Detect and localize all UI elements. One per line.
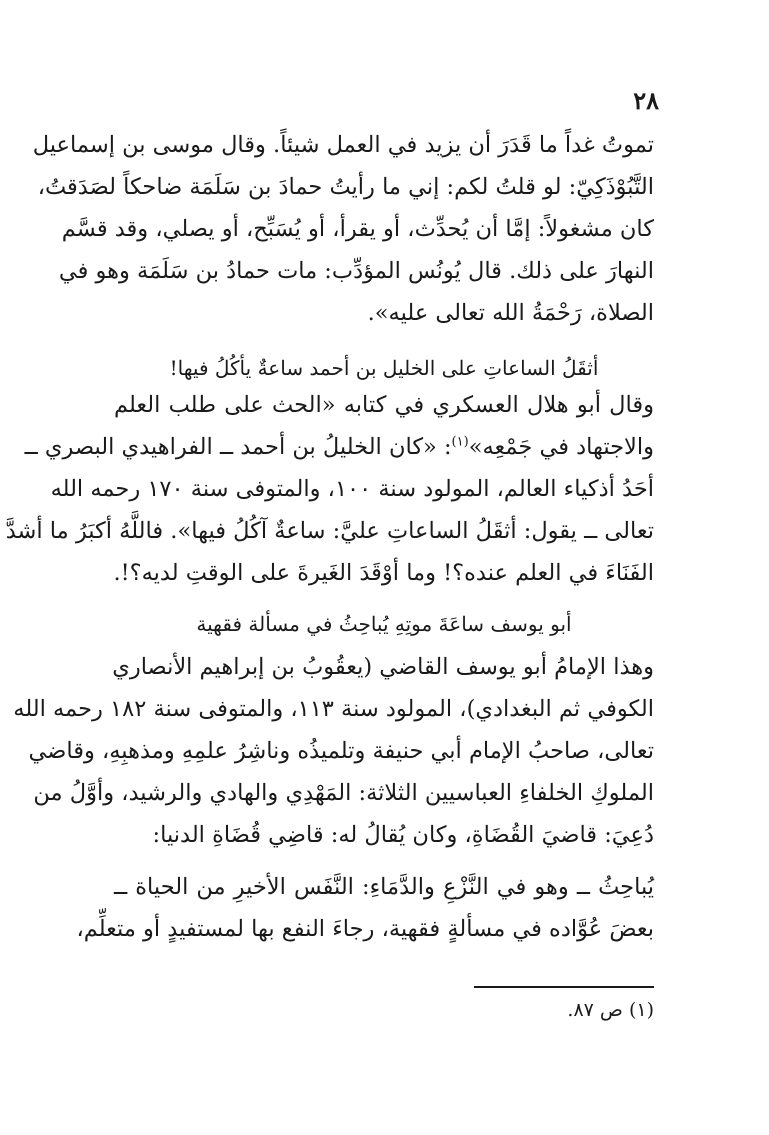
text-line: وهذا الإمامُ أبو يوسف القاضي (يعقُوبُ بن إبراهيم الأنصاري [112,654,654,680]
text-line: كان مشغولاً: إمَّا أن يُحدِّث، أو يقرأ، أو يُسَبِّح، أو يصلي، وقد قسَّم [61,216,654,242]
text-line: التَّبُوْذَكِيّ: لو قلتُ لكم: إني ما رأيتُ حمادَ بن سَلَمَة ضاحكاً لصَدَقتُ، [37,174,654,200]
footnote: (١) ص ٨٧. [567,999,654,1021]
section-heading-khalil: أثقَلُ الساعاتِ على الخليل بن أحمد ساعةٌ يأكُلُ فيها! [169,356,599,380]
text-line: الفَنَاءَ في العلم عنده؟! وما أوْقَدَ الغَيرةَ على الوقتِ لديه؟!. [113,560,654,586]
text-fragment: والاجتهاد في جَمْعِه» [468,434,654,460]
text-line: دُعِيَ: قاضيَ القُضَاةِ، وكان يُقالُ له: قاضِي قُضَاةِ الدنيا: [152,822,654,848]
text-line: وقال أبو هلال العسكري في كتابه «الحث على طلب العلم [114,392,654,418]
text-line: أحَدُ أذكياء العالم، المولود سنة ١٠٠، والمتوفى سنة ١٧٠ رحمه الله [50,476,654,502]
text-line: النهارَ على ذلك. قال يُونُس المؤدِّب: مات حمادُ بن سَلَمَة وهو في [58,258,654,284]
footnote-marker: (١) [451,434,469,450]
paragraph-abu-yusuf [13,646,654,856]
page-number: ٢٨ [633,86,659,115]
footnote-divider [474,986,654,988]
text-line: الصلاة، رَحْمَةُ الله تعالى عليه». [367,300,654,326]
text-line: الكوفي ثم البغدادي)، المولود سنة ١١٣، والمتوفى سنة ١٨٢ رحمه الله [13,696,654,722]
section-heading-abu-yusuf: أبو يوسف ساعَةَ موتِهِ يُباحِثُ في مسألة فقهية [196,612,572,636]
text-line-with-note [24,426,654,468]
paragraph-hammad [32,124,654,334]
text-line: تعالى، صاحبُ الإمام أبي حنيفة وتلميذُه وناشِرُ علمِهِ ومذهبِهِ، وقاضي [28,738,654,764]
text-line: بعضَ عُوَّاده في مسألةٍ فقهية، رجاءَ النفع بها لمستفيدٍ أو متعلِّم، [76,916,654,942]
text-line: تعالى ــ يقول: أثقَلُ الساعاتِ عليَّ: ساعةٌ آكُلُ فيها». فاللَّهُ أكبَرُ ما أشدَّ [5,518,654,544]
text-line: يُباحِثُ ــ وهو في النَّزْعِ والدَّمَاءِ: النَّفَس الأخيرِ من الحياة ــ [114,874,654,900]
text-line: الملوكِ الخلفاءِ العباسيين الثلاثة: المَهْدِي والهادي والرشيد، وأوَّلُ من [33,780,654,806]
paragraph-debate [76,866,654,950]
paragraph-khalil [5,384,654,594]
text-fragment: : «كان الخليلُ بن أحمد ــ الفراهيدي البصري ــ [24,434,452,460]
text-line: تموتُ غداً ما قَدَرَ أن يزيد في العمل شيئاً. وقال موسى بن إسماعيل [32,132,654,158]
